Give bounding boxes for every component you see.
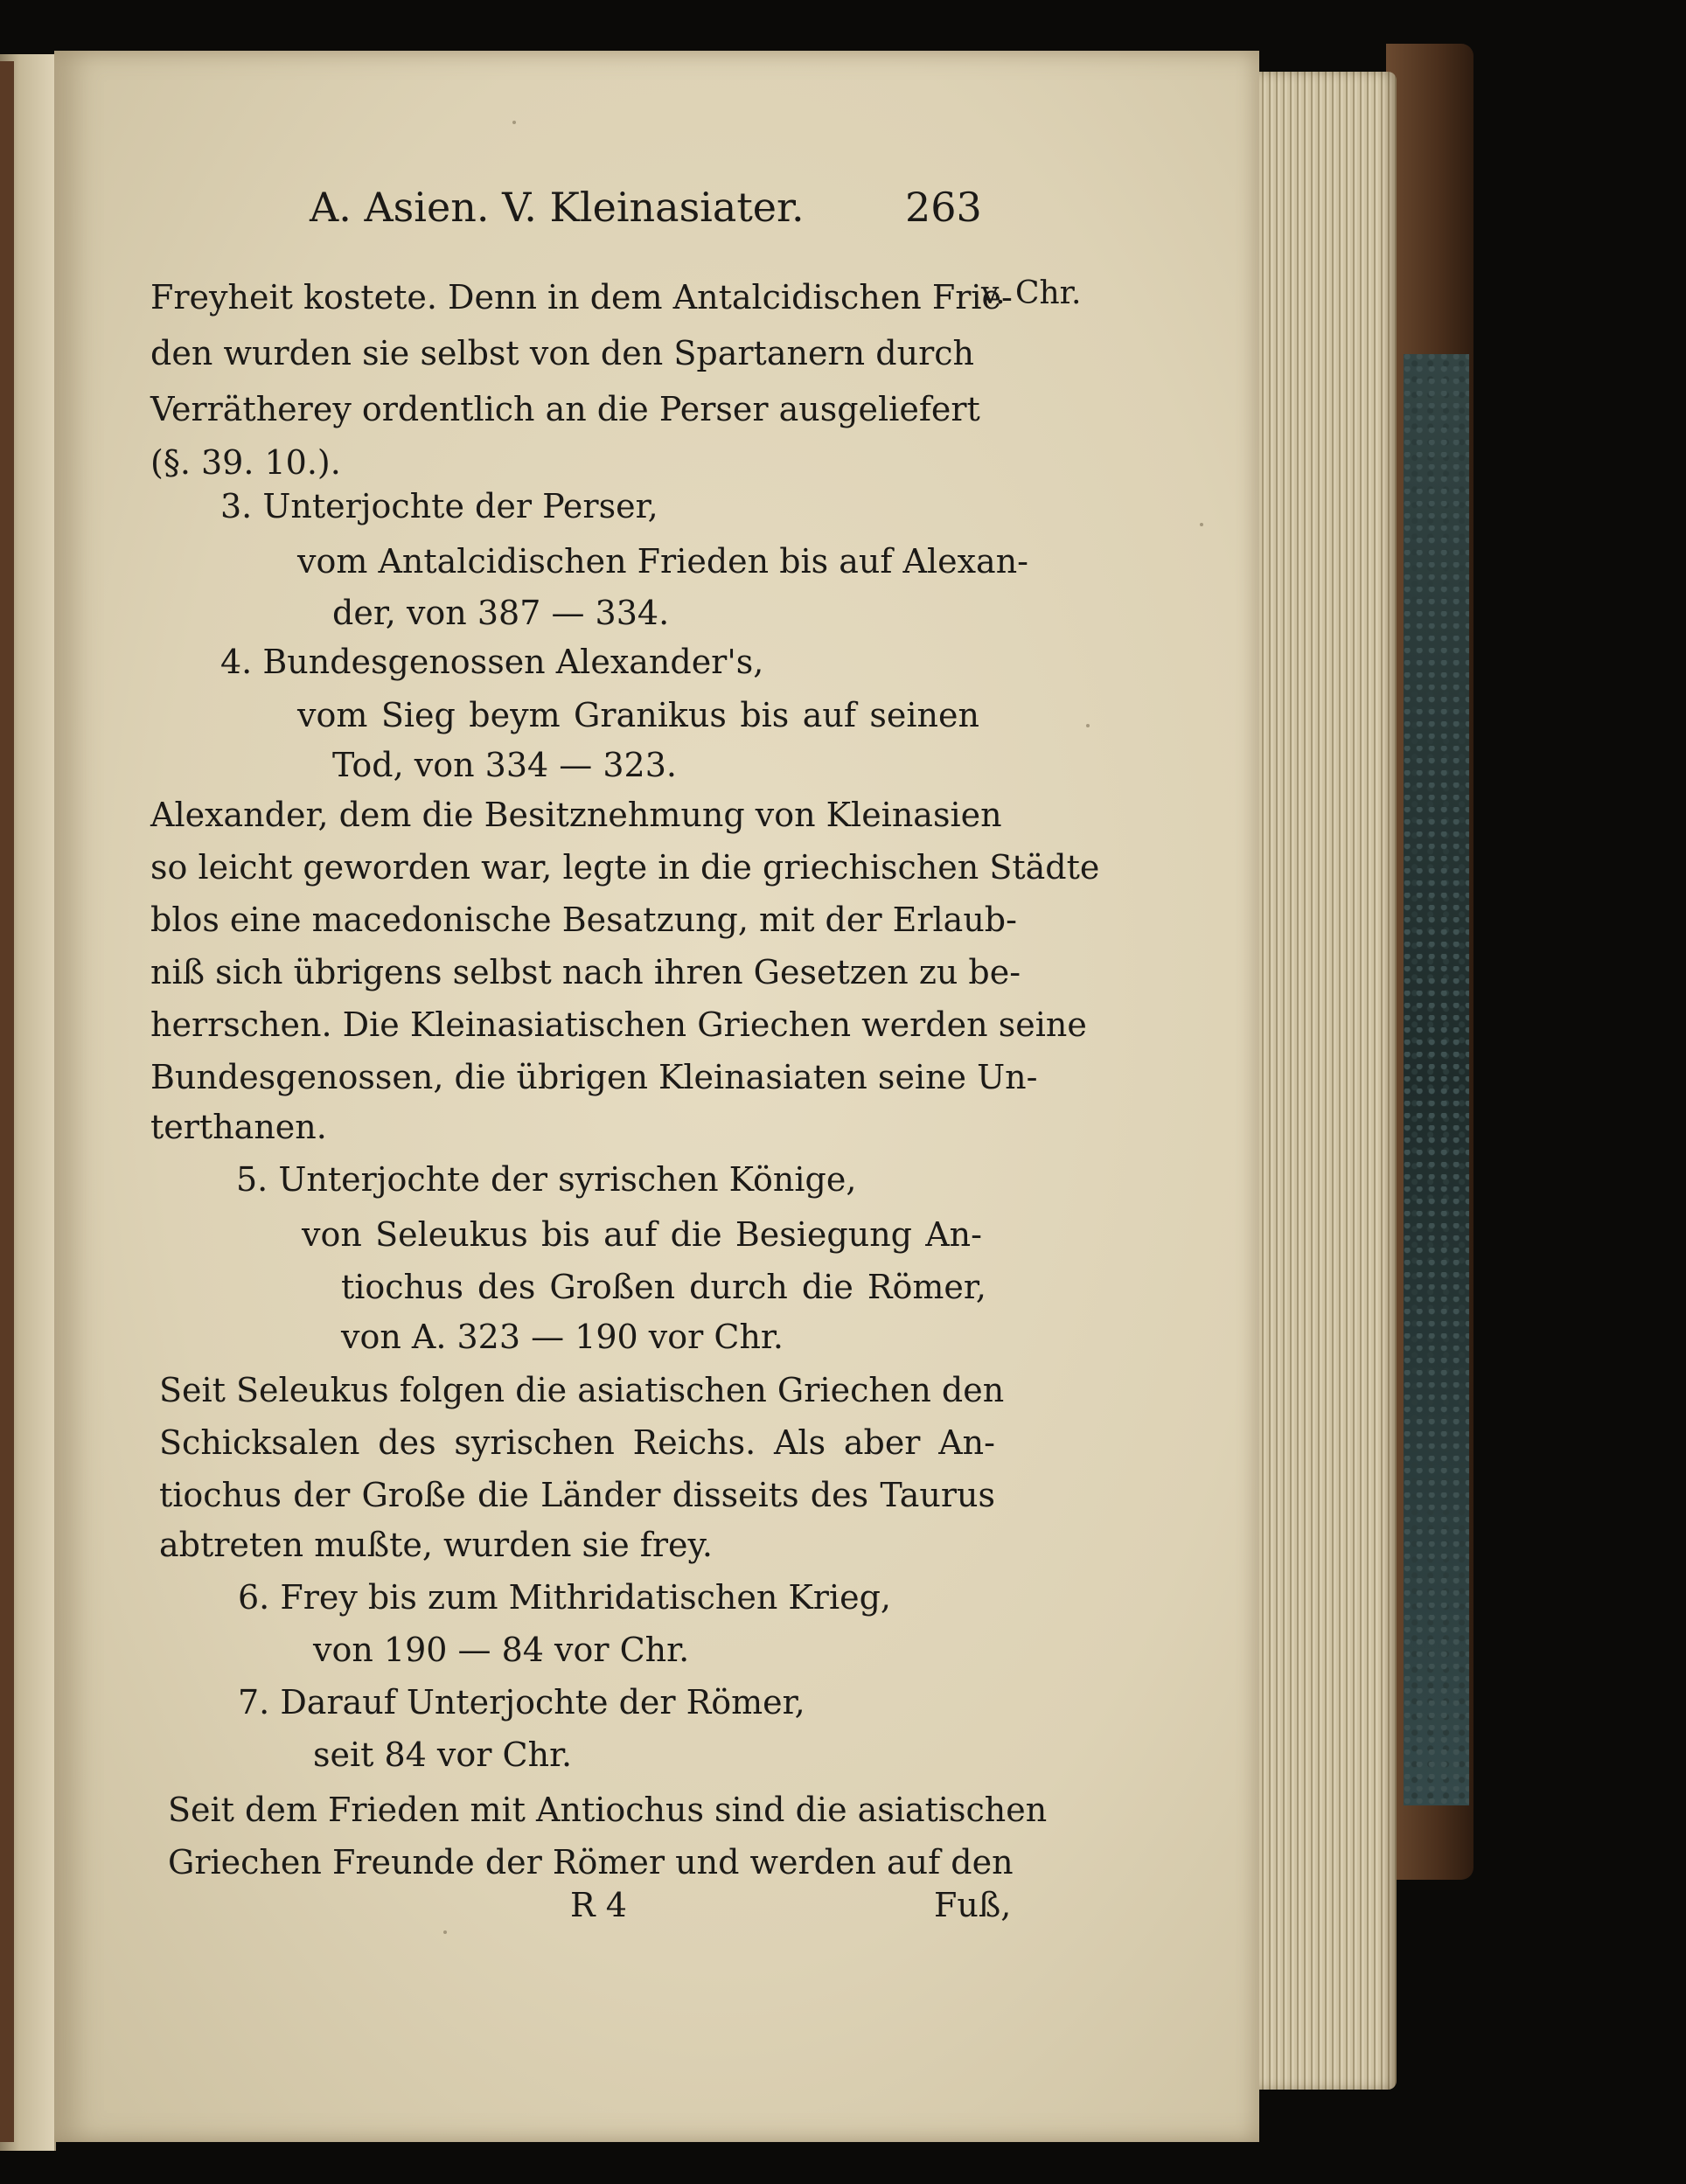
list-item-line: von Seleukus bis auf die Besiegung An-	[302, 1215, 982, 1254]
paper-spot	[443, 1930, 447, 1934]
signature-mark: R 4	[570, 1886, 627, 1924]
text-line: den wurden sie selbst von den Spartanern durch	[150, 334, 974, 372]
list-item-line: Tod, von 334 — 323.	[332, 746, 677, 784]
text-line: Bundesgenossen, die übrigen Kleinasiaten seine Un-	[150, 1058, 1038, 1096]
list-item-title: 7. Darauf Unterjochte der Römer,	[238, 1683, 805, 1721]
list-item-line: vom Sieg beym Granikus bis auf seinen	[297, 696, 979, 734]
text-line: abtreten mußte, wurden sie frey.	[159, 1526, 713, 1564]
catchword: Fuß,	[934, 1886, 1012, 1924]
text-line: Verrätherey ordentlich an die Perser ausgeliefert	[150, 390, 980, 428]
text-line: (§. 39. 10.).	[150, 443, 341, 482]
marbled-board	[1404, 354, 1469, 1805]
text-line: niß sich übrigens selbst nach ihren Gesetzen zu be-	[150, 953, 1021, 991]
list-item-title: 3. Unterjochte der Perser,	[220, 487, 658, 525]
text-line: blos eine macedonische Besatzung, mit der Erlaub-	[150, 901, 1017, 939]
running-title: A. Asien. V. Kleinasiater.	[310, 184, 805, 231]
paper-spot	[512, 121, 516, 124]
paper-spot	[1200, 523, 1203, 526]
text-line: terthanen.	[150, 1108, 327, 1146]
list-item-line: von 190 — 84 vor Chr.	[313, 1631, 690, 1669]
book-cover-left	[0, 61, 14, 2142]
paper-spot	[1086, 724, 1090, 727]
text-line: so leicht geworden war, legte in die griechischen Städte	[150, 848, 1100, 887]
list-item-line: von A. 323 — 190 vor Chr.	[341, 1318, 784, 1356]
text-line: tiochus der Große die Länder disseits des Taurus	[159, 1476, 995, 1514]
text-line: Freyheit kostete. Denn in dem Antalcidischen Frie-	[150, 278, 1013, 316]
text-line: Seit Seleukus folgen die asiatischen Griechen den	[159, 1371, 1005, 1409]
list-item-title: 4. Bundesgenossen Alexander's,	[220, 643, 764, 681]
page-edges	[1252, 72, 1397, 2090]
list-item-line: vom Antalcidischen Frieden bis auf Alexan-	[297, 542, 1029, 581]
list-item-title: 6. Frey bis zum Mithridatischen Krieg,	[238, 1578, 891, 1617]
text-line: Seit dem Frieden mit Antiochus sind die asiatischen	[168, 1791, 1048, 1829]
text-line: Griechen Freunde der Römer und werden auf den	[168, 1843, 1014, 1881]
list-item-line: seit 84 vor Chr.	[313, 1735, 573, 1774]
list-item-line: der, von 387 — 334.	[332, 594, 670, 632]
text-line: Alexander, dem die Besitznehmung von Kleinasien	[150, 796, 1002, 834]
list-item-title: 5. Unterjochte der syrischen Könige,	[236, 1160, 857, 1199]
text-line: Schicksalen des syrischen Reichs. Als aber An-	[159, 1423, 995, 1462]
list-item-line: tiochus des Großen durch die Römer,	[341, 1268, 986, 1306]
margin-note: v. Chr.	[981, 275, 1082, 311]
text-line: herrschen. Die Kleinasiatischen Griechen werden seine	[150, 1005, 1087, 1044]
page-number: 263	[905, 184, 982, 231]
